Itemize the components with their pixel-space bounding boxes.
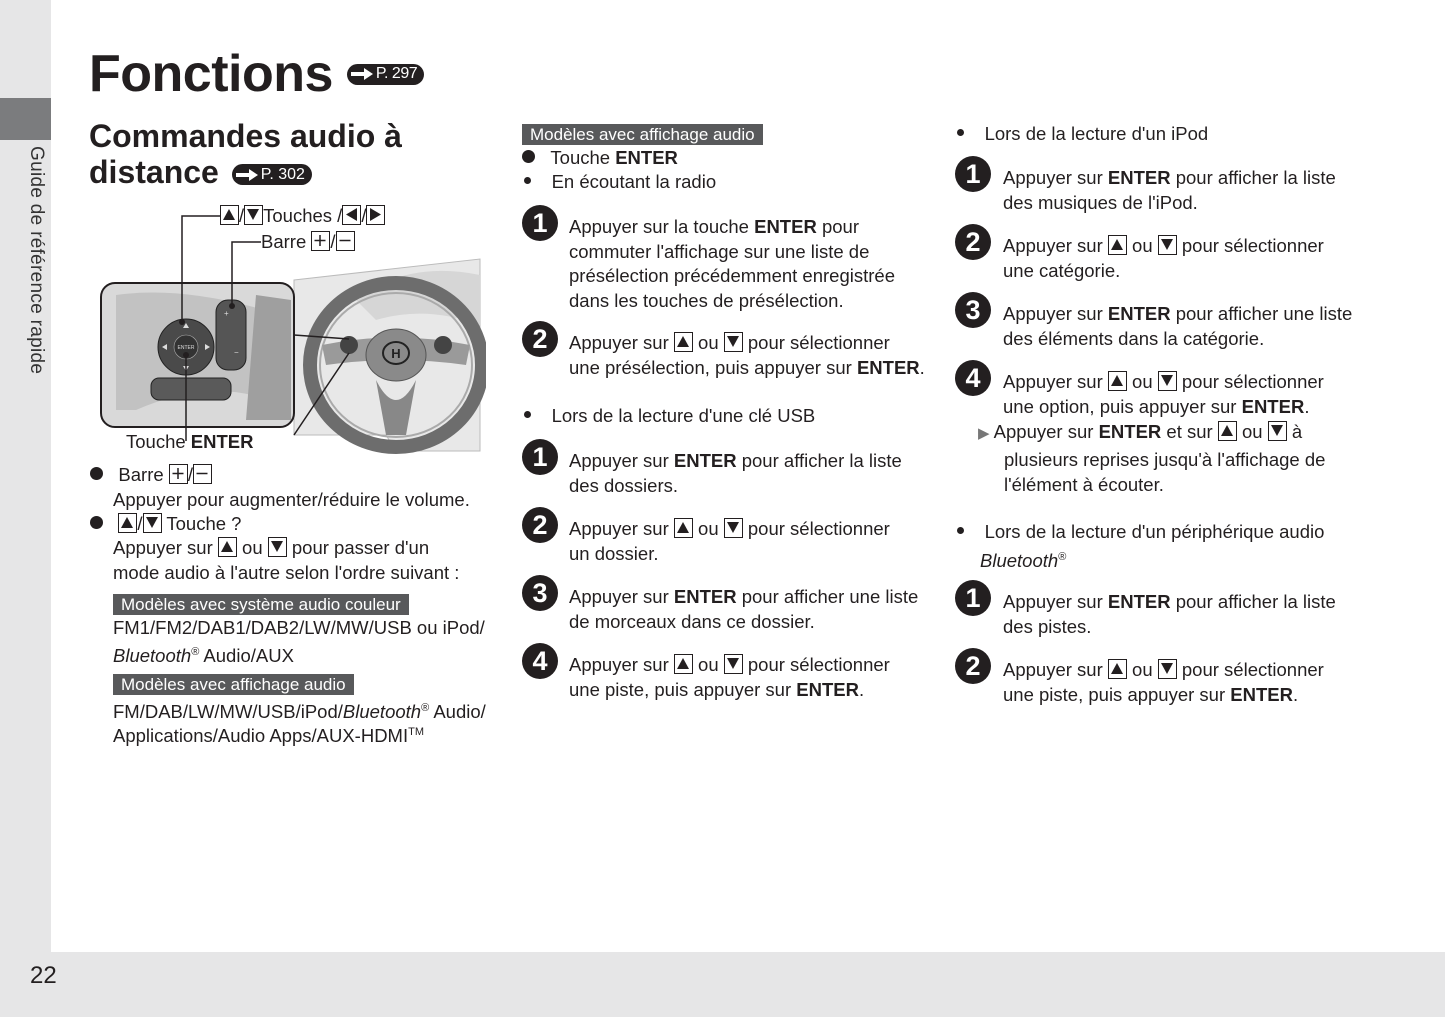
usb-heading: Lors de la lecture d'une clé USB xyxy=(524,404,815,429)
plus-key-icon xyxy=(169,464,188,484)
up-key-icon xyxy=(674,654,693,674)
tag-audio-display: Modèles avec affichage audio xyxy=(113,674,354,695)
bullet-icon xyxy=(524,411,531,418)
steering-wheel-illustration xyxy=(96,205,486,455)
step-number: 2 xyxy=(955,224,991,260)
section-ref-link[interactable]: P. 302 xyxy=(232,164,312,185)
bullet-icon xyxy=(90,516,103,529)
step-number: 2 xyxy=(522,321,558,357)
usb-step-2: Appuyer sur ou pour sélectionner un dossier. xyxy=(569,518,890,564)
tag-audio-display-mid: Modèles avec affichage audio xyxy=(522,124,763,145)
arrow-right-icon xyxy=(350,67,374,81)
section-title: Commandes audio à distance P. 302 xyxy=(89,118,402,190)
step-number: 4 xyxy=(522,643,558,679)
step-number: 1 xyxy=(955,156,991,192)
ipod-step-1: Appuyer sur ENTER pour afficher la liste des musiques de l'iPod. xyxy=(1003,167,1336,213)
step-number: 1 xyxy=(522,439,558,475)
minus-key-icon xyxy=(193,464,212,484)
ipod-step-2: Appuyer sur ou pour sélectionner une catégorie. xyxy=(1003,235,1324,281)
arrow-right-icon xyxy=(235,168,259,182)
enter-heading: Touche ENTER xyxy=(522,146,678,171)
up-key-icon xyxy=(118,513,137,533)
down-key-icon xyxy=(268,537,287,557)
sidebar xyxy=(0,0,51,1019)
page-ref-link[interactable]: P. 297 xyxy=(347,64,424,85)
bar-description: Appuyer pour augmenter/réduire le volume. xyxy=(113,489,470,510)
up-key-icon xyxy=(1108,659,1127,679)
step-number: 2 xyxy=(522,507,558,543)
ipod-step-4: Appuyer sur ou pour sélectionner une option, puis appuyer sur ENTER. xyxy=(1003,371,1324,417)
svg-text:−: − xyxy=(234,348,239,357)
callout-enter: Touche ENTER xyxy=(126,431,254,452)
down-key-icon xyxy=(724,654,743,674)
up-key-icon xyxy=(218,537,237,557)
step-number: 1 xyxy=(955,580,991,616)
svg-text:H: H xyxy=(391,346,401,361)
bullet-icon xyxy=(957,527,964,534)
step-number: 2 xyxy=(955,648,991,684)
bar-item: Barre / xyxy=(90,463,212,488)
bullet-icon xyxy=(522,150,535,163)
up-key-icon xyxy=(1108,371,1127,391)
sidebar-tab-marker xyxy=(0,98,51,140)
radio-heading: En écoutant la radio xyxy=(524,170,716,195)
bullet-icon xyxy=(957,129,964,136)
svg-text:+: + xyxy=(224,309,229,318)
step-number: 3 xyxy=(955,292,991,328)
step-number: 1 xyxy=(522,205,558,241)
page-title: Fonctions P. 297 xyxy=(89,44,424,104)
page-number: 22 xyxy=(30,962,57,989)
usb-step-3: Appuyer sur ENTER pour afficher une liste de morceaux dans ce dossier. xyxy=(569,586,919,632)
sidebar-label: Guide de référence rapide xyxy=(26,146,47,375)
bt-step-1: Appuyer sur ENTER pour afficher la liste des pistes. xyxy=(1003,591,1336,637)
step-number: 4 xyxy=(955,360,991,396)
bullet-icon xyxy=(90,467,103,480)
step-number: 3 xyxy=(522,575,558,611)
down-key-icon xyxy=(724,332,743,352)
tag-color-audio: Modèles avec système audio couleur xyxy=(113,594,409,615)
ipod-note: ▶ Appuyer sur ENTER et sur ou à plusieurs reprises jusqu'à l'affichage de l'élément à écouter. xyxy=(978,421,1326,495)
up-key-icon xyxy=(1218,421,1237,441)
footer xyxy=(0,952,1445,1019)
usb-step-4: Appuyer sur ou pour sélectionner une piste, puis appuyer sur ENTER. xyxy=(569,654,890,700)
usb-step-1: Appuyer sur ENTER pour afficher la liste des dossiers. xyxy=(569,450,902,496)
keys-description: Appuyer sur ou pour passer d'un xyxy=(113,537,430,558)
down-key-icon xyxy=(1158,371,1177,391)
down-key-icon xyxy=(724,518,743,538)
bullet-icon xyxy=(524,177,531,184)
ipod-step-3: Appuyer sur ENTER pour afficher une liste des éléments dans la catégorie. xyxy=(1003,303,1353,349)
radio-step-1: Appuyer sur la touche ENTER pour commuter l'affichage sur une liste de présélection précédemment enregistrée dans les touches de présélection. xyxy=(569,216,895,311)
ipod-heading: Lors de la lecture d'un iPod xyxy=(957,122,1208,147)
radio-step-2: Appuyer sur ou pour sélectionner une présélection, puis appuyer sur ENTER. xyxy=(569,332,925,378)
svg-text:ENTER: ENTER xyxy=(177,345,195,351)
keys-item: / Touche ? xyxy=(90,512,241,537)
triangle-right-icon: ▶ xyxy=(978,425,990,442)
callout-bar: Barre / xyxy=(261,230,355,255)
callout-keys: / Touches / / xyxy=(220,204,385,229)
up-key-icon xyxy=(674,332,693,352)
bt-step-2: Appuyer sur ou pour sélectionner une piste, puis appuyer sur ENTER. xyxy=(1003,659,1324,705)
bt-heading: Lors de la lecture d'un périphérique audio Bluetooth® xyxy=(957,520,1324,573)
down-key-icon xyxy=(1158,235,1177,255)
down-key-icon xyxy=(143,513,162,533)
up-key-icon xyxy=(674,518,693,538)
down-key-icon xyxy=(1158,659,1177,679)
down-key-icon xyxy=(1268,421,1287,441)
up-key-icon xyxy=(1108,235,1127,255)
